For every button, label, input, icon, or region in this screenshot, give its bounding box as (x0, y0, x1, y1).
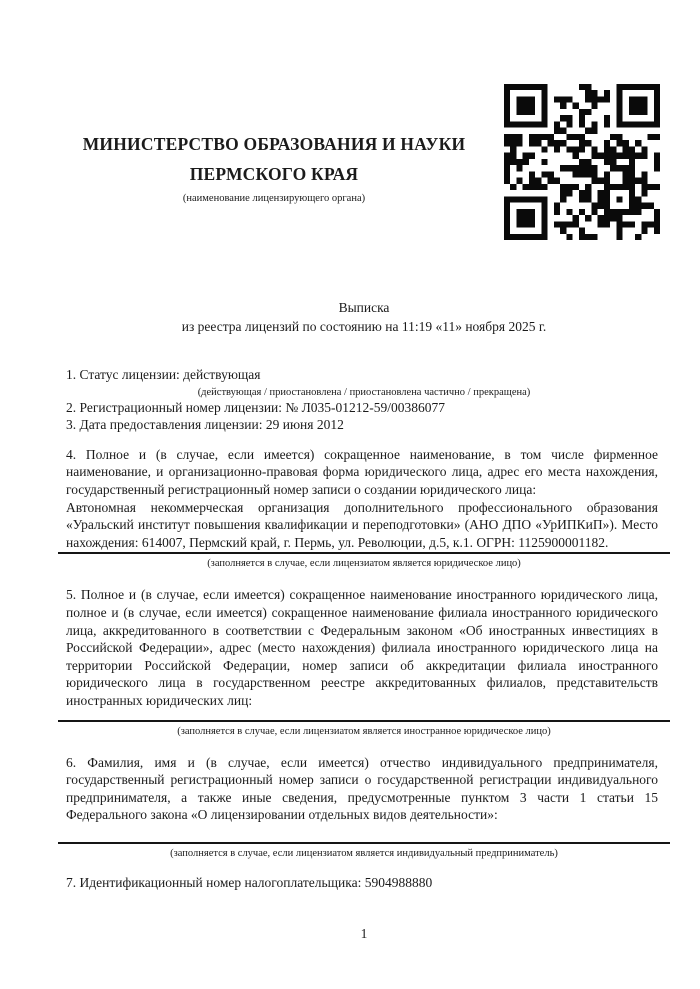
document-title-block (58, 299, 670, 337)
qr-code (504, 84, 660, 240)
document-subtitle: из реестра лицензий по состоянию на 11:19 «11» ноября 2025 г. (181, 319, 547, 334)
license-status: 1. Статус лицензии: действующая (66, 367, 261, 382)
individual-entrepreneur-label: 6. Фамилия, имя и (в случае, если имеется) отчество индивидуального предпринимателя, государственный регистрационный номер записи о государственной регистрации индивидуального предпринимателя, а также иные сведения, предусмотренные пунктом 3 части 1 статьи 15 Федерального закона «О лицензировании отдельных видов деятельности»: (66, 754, 658, 823)
document-title: Выписка (338, 300, 390, 315)
ministry-name-line1: МИНИСТЕРСТВО ОБРАЗОВАНИЯ И НАУКИ (82, 134, 466, 154)
legal-entity-fill-line (58, 552, 670, 554)
license-registration-number: 2. Регистрационный номер лицензии: № Л035-01212-59/00386077 (66, 399, 446, 415)
qr-code-image (504, 84, 660, 240)
ministry-caption: (наименование лицензирующего органа) (182, 193, 366, 204)
individual-entrepreneur-caption: (заполняется в случае, если лицензиатом является индивидуальный предприниматель) (170, 847, 558, 859)
page-number: 1 (360, 926, 368, 941)
legal-entity-value: Автономная некоммерческая организация дополнительного профессионального образования «Уральский институт повышения квалификации и переподготовки» (АНО ДПО «УрИПКиП»). Место нахождения: 614007, Пермский край, г. Пермь, ул. Революции, д.5, к.1. ОГРН: 1125900001182. (66, 499, 658, 550)
foreign-entity-label: 5. Полное и (в случае, если имеется) сокращенное наименование иностранного юридического лица, полное и (в случае, если имеется) сокращенное наименование филиала иностранного юридического лица, аккредитованного в соответствии с Федеральным законом «Об иностранных инвестициях в Российской Федерации», адрес (место нахождения) филиала иностранного юридического лица на территории Российской Федерации, номер записи об аккредитации филиала иностранного юридического лица в государственном реестре аккредитованных филиалов, представительств иностранных юридических лиц: (66, 587, 658, 708)
document-body (58, 366, 670, 891)
taxpayer-id: 7. Идентификационный номер налогоплательщика: 5904988880 (66, 874, 433, 890)
legal-entity-caption: (заполняется в случае, если лицензиатом является юридическое лицо) (207, 558, 521, 570)
license-status-options-caption: (действующая / приостановлена / приостановлена частично / прекращена) (197, 386, 531, 398)
legal-entity-label: 4. Полное и (в случае, если имеется) сокращенное наименование, в том числе фирменное наименование, и организационно-правовая форма юридического лица, адрес его места нахождения, государственный регистрационный номер записи о создании юридического лица: (66, 446, 658, 497)
foreign-entity-caption: (заполняется в случае, если лицензиатом является иностранное юридическое лицо) (177, 725, 551, 737)
license-grant-date: 3. Дата предоставления лицензии: 29 июня 2012 (66, 417, 344, 433)
ministry-name-line2: ПЕРМСКОГО КРАЯ (189, 164, 359, 184)
foreign-entity-fill-line (58, 720, 670, 722)
individual-entrepreneur-fill-line (58, 842, 670, 844)
licensing-authority-block (64, 129, 484, 205)
